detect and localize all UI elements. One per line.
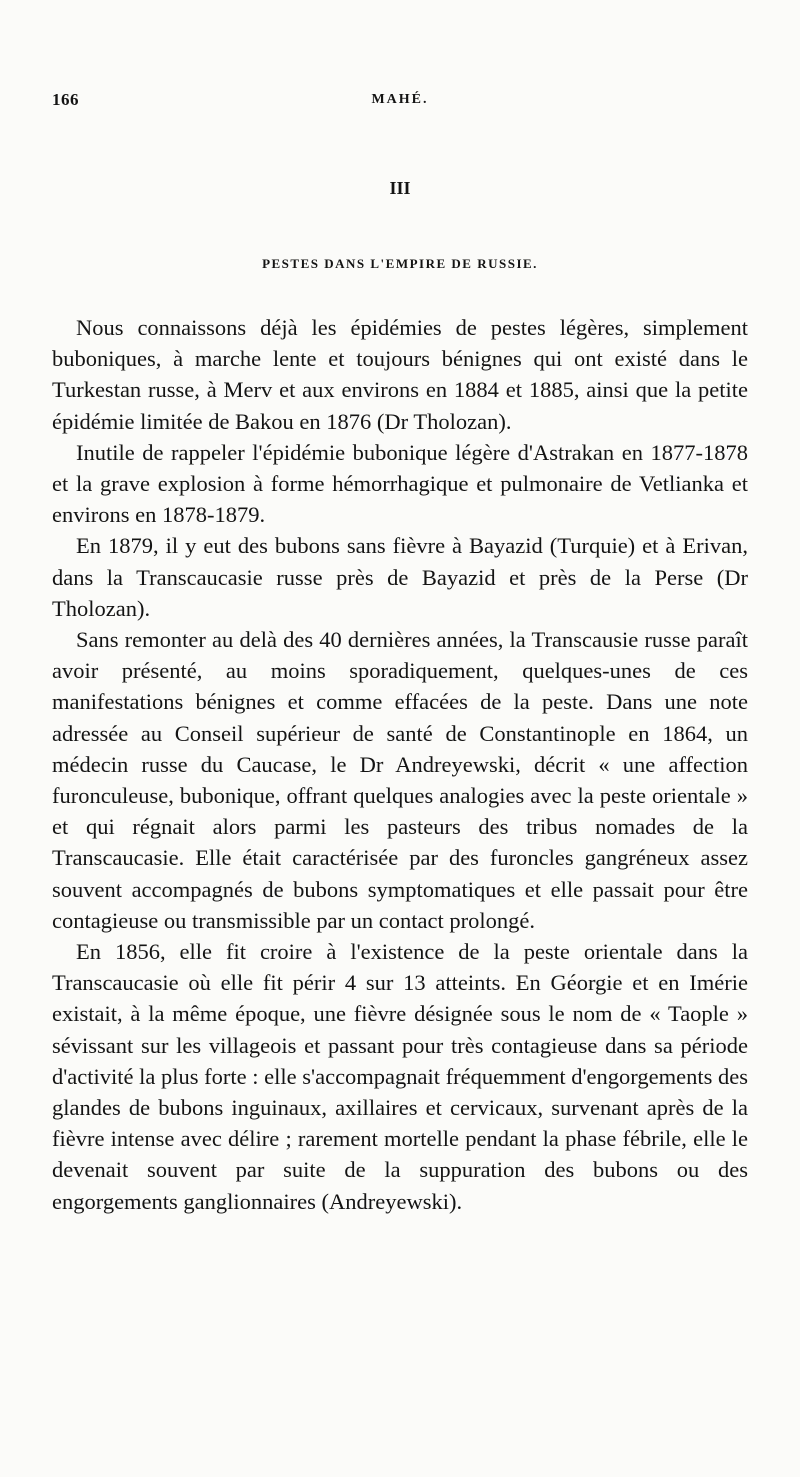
paragraph: Nous connaissons déjà les épidémies de pestes légères, simplement buboniques, à marche lente et toujours bénignes qui ont existé dans le Turkestan russe, à Merv et aux environs en 1884 et 1885, ainsi que la petite épidémie limitée de Bakou en 1876 (Dr Tholozan). <box>52 315 748 434</box>
section-number: III <box>389 178 411 198</box>
paragraph: Inutile de rappeler l'épidémie bubonique légère d'Astrakan en 1877-1878 et la grave explosion à forme hémorrhagique et pulmonaire de Vetlianka et environs en 1878-1879. <box>52 439 748 528</box>
paragraph: En 1856, elle fit croire à l'existence de la peste orientale dans la Transcaucasie où elle fit périr 4 sur 13 atteints. En Géorgie et en Imérie existait, à la même époque, une fièvre désignée sous le nom de « Taople » sévissant sur les villageois et passant pour très contagieuse dans sa période d'activité la plus forte : elle s'accompagnait fréquemment d'engorgements des glandes de bubons inguinaux, axillaires et cervicaux, survenant après de la fièvre intense avec délire ; rarement mortelle pendant la phase fébrile, elle le devenait souvent par suite de la suppuration des bubons ou des engorgements ganglionnaires (Andreyewski). <box>52 939 748 1214</box>
section-title: PESTES DANS L'EMPIRE DE RUSSIE. <box>262 256 538 271</box>
page-number: 166 <box>52 90 79 109</box>
running-title: MAHÉ. <box>371 92 429 107</box>
paragraph: En 1879, il y eut des bubons sans fièvre à Bayazid (Turquie) et à Erivan, dans la Transcaucasie russe près de Bayazid et près de la Perse (Dr Tholozan). <box>52 533 748 621</box>
running-head <box>52 90 748 114</box>
body-text <box>52 312 748 1217</box>
paragraph: Sans remonter au delà des 40 dernières années, la Transcausie russe paraît avoir présenté, au moins sporadiquement, quelques-unes de ces manifestations bénignes et comme effacées de la peste. Dans une note adressée au Conseil supérieur de santé de Constantinople en 1864, un médecin russe du Caucase, le Dr Andreyewski, décrit « une affection furonculeuse, bubonique, offrant quelques analogies avec la peste orientale » et qui régnait alors parmi les pasteurs des tribus nomades de la Transcaucasie. Elle était caractérisée par des furoncles gangréneux assez souvent accompagnés de bubons symptomatiques et elle passait pour être contagieuse ou transmissible par un contact prolongé. <box>52 627 748 933</box>
